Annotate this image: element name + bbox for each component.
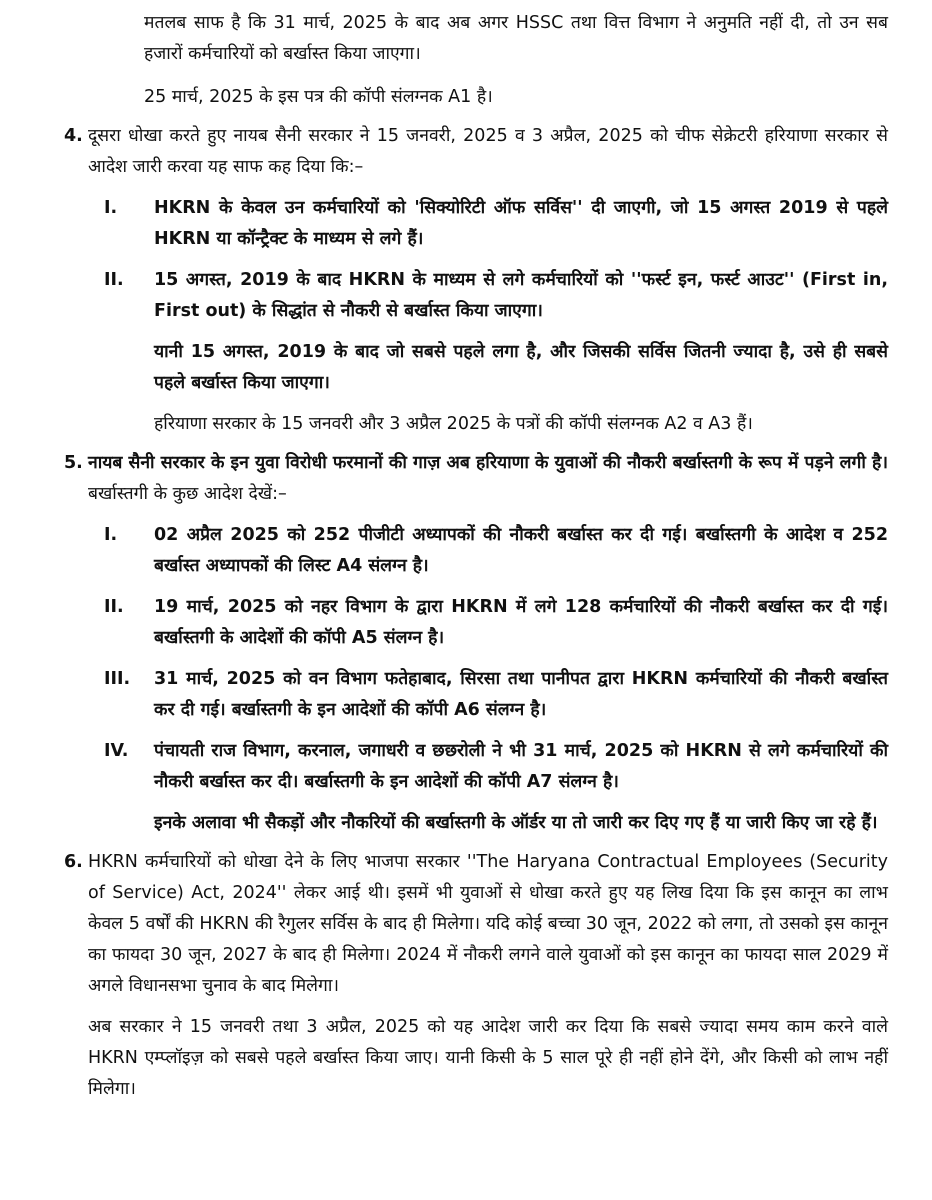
sub-item-number: I. <box>104 525 118 545</box>
sub-item-5-III <box>64 664 888 726</box>
sub-item-text: पंचायती राज विभाग, करनाल, जगाधरी व छछरोली ने भी 31 मार्च, 2025 को HKRN से लगे कर्मचारियों की नौकरी बर्खास्त कर दी। बर्खास्तगी के इन आदेशों की कॉपी A7 संलग्न है। <box>154 741 888 792</box>
item-text-2: अब सरकार ने 15 जनवरी तथा 3 अप्रैल, 2025 को यह आदेश जारी कर दिया कि सबसे ज्यादा समय काम करने वाले HKRN एम्प्लॉइज़ को सबसे पहले बर्खास्त किया जाए। यानी किसी के 5 साल पूरे ही नहीं होने देंगे, और किसी को लाभ नहीं मिलेगा। <box>88 1017 888 1099</box>
item-text <box>88 448 888 510</box>
sub-item-number: I. <box>104 198 118 218</box>
item-text: दूसरा धोखा करते हुए नायब सैनी सरकार ने 15 जनवरी, 2025 व 3 अप्रैल, 2025 को चीफ सेक्रेटरी हरियाणा सरकार से आदेश जारी करवा यह साफ कह दिया कि:– <box>88 126 888 177</box>
item-text-plain: बर्खास्तगी के कुछ आदेश देखें:– <box>88 484 287 504</box>
sub-item-number: IV. <box>104 741 129 761</box>
sub-item-5-I <box>64 520 888 582</box>
sub-item-text: HKRN के केवल उन कर्मचारियों को 'सिक्योरिटी ऑफ सर्विस'' दी जाएगी, जो 15 अगस्त 2019 से पहले HKRN या कॉन्ट्रैक्ट के माध्यम से लगे हैं। <box>154 198 888 249</box>
item-text-bold: नायब सैनी सरकार के इन युवा विरोधी फरमानों की गाज़ अब हरियाणा के युवाओं की नौकरी बर्खास्तगी के रूप में पड़ने लगी है। <box>88 453 888 473</box>
list-item-4 <box>64 121 888 183</box>
list-item-6 <box>64 847 888 1105</box>
sub-item-number: III. <box>104 669 131 689</box>
item-number: 4. <box>64 126 83 146</box>
item-5-note-bold: इनके अलावा भी सैकड़ों और नौकरियों की बर्खास्तगी के ऑर्डर या तो जारी कर दिए गए हैं या जारी किए जा रहे हैं। <box>154 813 878 833</box>
sub-item-number: II. <box>104 597 124 617</box>
intro-paragraph-2: 25 मार्च, 2025 के इस पत्र की कॉपी संलग्नक A1 है। <box>144 87 493 107</box>
item-4-note: हरियाणा सरकार के 15 जनवरी और 3 अप्रैल 2025 के पत्रों की कॉपी संलग्नक A2 व A3 हैं। <box>154 414 753 434</box>
sub-item-4-II <box>64 265 888 327</box>
item-4-note-bold: यानी 15 अगस्त, 2019 के बाद जो सबसे पहले लगा है, और जिसकी सर्विस जितनी ज्यादा है, उसे ही सबसे पहले बर्खास्त किया जाएगा। <box>154 342 888 393</box>
item-text: HKRN कर्मचारियों को धोखा देने के लिए भाजपा सरकार ''The Haryana Contractual Employees (Security of Service) Act, 2024'' लेकर आई थी। इसमें भी युवाओं से धोखा करते हुए यह लिख दिया कि इस कानून का लाभ केवल 5 वर्षों की HKRN की रैगुलर सर्विस के बाद ही मिलेगा। यदि कोई बच्चा 30 जून, 2022 को लगा, तो उसको इस कानून का फायदा 30 जून, 2027 के बाद ही मिलेगा। 2024 में नौकरी लगने वाले युवाओं को इस कानून का फायदा साल 2029 में अगले विधानसभा चुनाव के बाद मिलेगा। <box>88 852 888 996</box>
sub-item-4-I <box>64 193 888 255</box>
item-number: 5. <box>64 453 83 473</box>
item-number: 6. <box>64 852 83 872</box>
list-item-5 <box>64 448 888 510</box>
sub-item-text: 31 मार्च, 2025 को वन विभाग फतेहाबाद, सिरसा तथा पानीपत द्वारा HKRN कर्मचारियों की नौकरी बर्खास्त कर दी गई। बर्खास्तगी के इन आदेशों की कॉपी A6 संलग्न है। <box>154 669 888 720</box>
sub-item-5-II <box>64 592 888 654</box>
sub-item-text: 19 मार्च, 2025 को नहर विभाग के द्वारा HKRN में लगे 128 कर्मचारियों की नौकरी बर्खास्त कर दी गई। बर्खास्तगी के आदेशों की कॉपी A5 संलग्न है। <box>154 597 888 648</box>
intro-block <box>64 8 888 113</box>
sub-item-text: 15 अगस्त, 2019 के बाद HKRN के माध्यम से लगे कर्मचारियों को ''फर्स्ट इन, फर्स्ट आउट'' (First in, First out) के सिद्धांत से नौकरी से बर्खास्त किया जाएगा। <box>154 270 888 321</box>
sub-item-5-IV <box>64 736 888 798</box>
sub-item-text: 02 अप्रैल 2025 को 252 पीजीटी अध्यापकों की नौकरी बर्खास्त कर दी गई। बर्खास्तगी के आदेश व 252 बर्खास्त अध्यापकों की लिस्ट A4 संलग्न है। <box>154 525 888 576</box>
intro-paragraph-1: मतलब साफ है कि 31 मार्च, 2025 के बाद अब अगर HSSC तथा वित्त विभाग ने अनुमति नहीं दी, तो उन सब हजारों कर्मचारियों को बर्खास्त किया जाएगा। <box>144 13 888 64</box>
sub-item-number: II. <box>104 270 124 290</box>
